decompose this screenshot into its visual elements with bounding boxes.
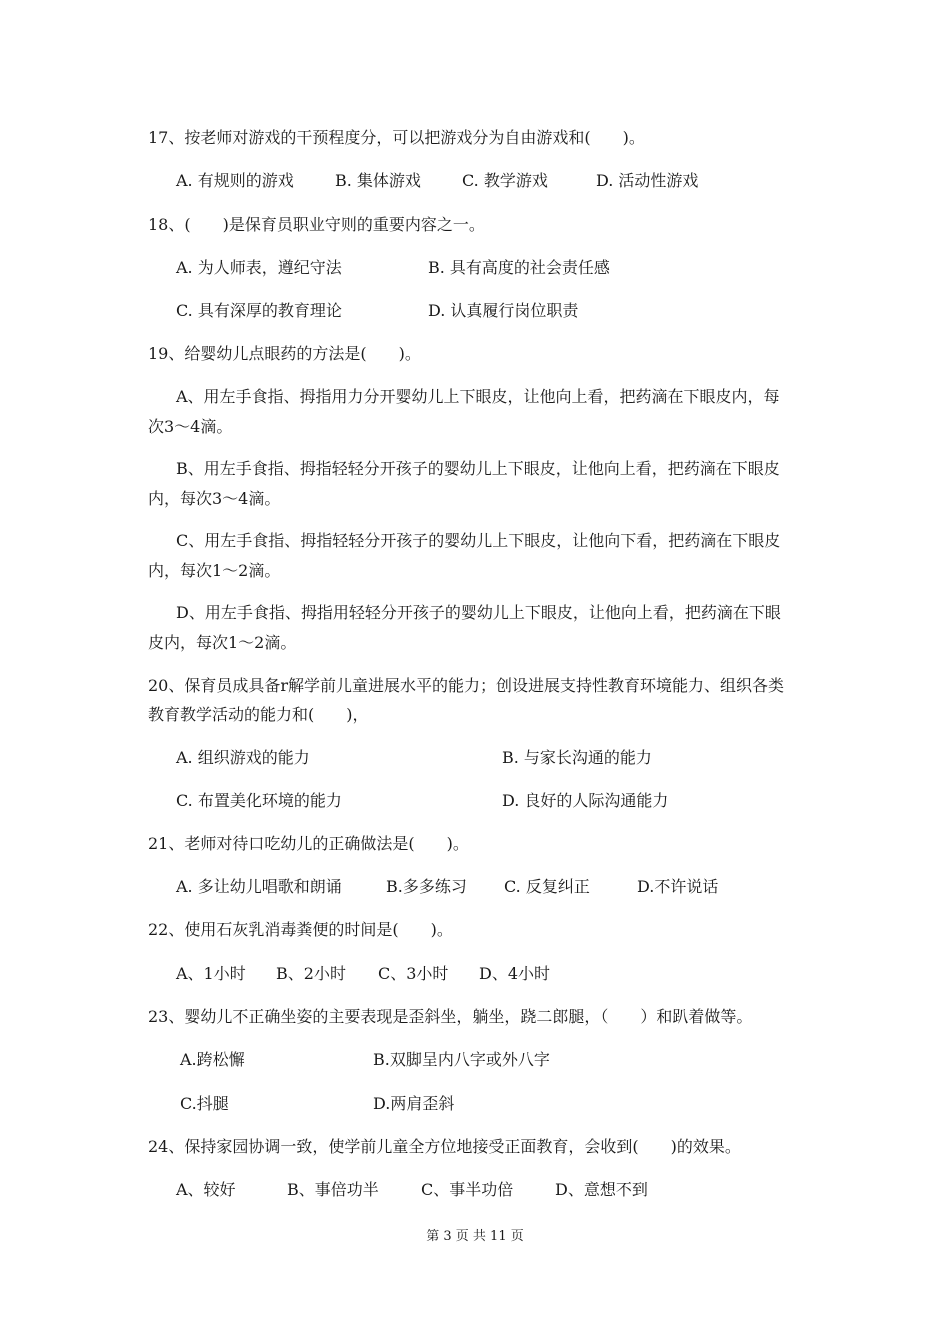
q23-option-c: C.抖腿 — [180, 1094, 229, 1113]
q23-option-a: A.跨松懈 — [180, 1050, 245, 1069]
q17-option-d: D. 活动性游戏 — [596, 171, 699, 190]
q21-option-d: D.不许说话 — [637, 877, 719, 896]
question-18-stem: 18、( )是保育员职业守则的重要内容之一。 — [148, 215, 485, 234]
question-23-stem: 23、婴幼儿不正确坐姿的主要表现是歪斜坐，躺坐，跷二郎腿，（ ）和趴着做等。 — [148, 1007, 753, 1026]
q17-option-b: B. 集体游戏 — [335, 171, 421, 190]
q18-option-a: A. 为人师表，遵纪守法 — [176, 258, 342, 277]
q17-option-a: A. 有规则的游戏 — [176, 171, 294, 190]
q19-option-a-line1: A、用左手食指、拇指用力分开婴幼儿上下眼皮，让他向上看，把药滴在下眼皮内，每 — [176, 387, 780, 406]
question-24-stem: 24、保持家园协调一致，使学前儿童全方位地接受正面教育，会收到( )的效果。 — [148, 1137, 741, 1156]
q19-option-d-line1: D、用左手食指、拇指用轻轻分开孩子的婴幼儿上下眼皮，让他向上看，把药滴在下眼 — [176, 603, 781, 622]
question-22-stem: 22、使用石灰乳消毒粪便的时间是( )。 — [148, 920, 453, 939]
q18-option-b: B. 具有高度的社会责任感 — [428, 258, 610, 277]
q24-option-d: D、意想不到 — [555, 1180, 648, 1199]
q18-option-d: D. 认真履行岗位职责 — [428, 301, 579, 320]
page-footer: 第 3 页 共 11 页 — [426, 1229, 524, 1244]
question-17-stem: 17、按老师对游戏的干预程度分，可以把游戏分为自由游戏和( )。 — [148, 128, 645, 147]
q20-option-d: D. 良好的人际沟通能力 — [502, 791, 669, 810]
q20-option-c: C. 布置美化环境的能力 — [176, 791, 342, 810]
q19-option-c-line2: 内，每次1～2滴。 — [148, 561, 281, 580]
question-20-stem-line2: 教育教学活动的能力和( )， — [148, 705, 369, 724]
q23-option-d: D.两肩歪斜 — [373, 1094, 455, 1113]
q23-option-b: B.双脚呈内八字或外八字 — [373, 1050, 550, 1069]
q24-option-a: A、较好 — [176, 1180, 236, 1199]
q19-option-d-line2: 皮内，每次1～2滴。 — [148, 633, 297, 652]
q22-option-a: A、1小时 — [176, 964, 246, 983]
q21-option-b: B.多多练习 — [386, 877, 467, 896]
question-20-stem-line1: 20、保育员成具备r解学前儿童进展水平的能力；创设进展支持性教育环境能力、组织各类 — [148, 676, 785, 695]
q20-option-a: A. 组织游戏的能力 — [176, 748, 310, 767]
question-21-stem: 21、老师对待口吃幼儿的正确做法是( )。 — [148, 834, 469, 853]
q22-option-d: D、4小时 — [479, 964, 551, 983]
q24-option-c: C、事半功倍 — [421, 1180, 514, 1199]
q18-option-c: C. 具有深厚的教育理论 — [176, 301, 342, 320]
q19-option-b-line2: 内，每次3～4滴。 — [148, 489, 281, 508]
q21-option-a: A. 多让幼儿唱歌和朗诵 — [176, 877, 342, 896]
q20-option-b: B. 与家长沟通的能力 — [502, 748, 652, 767]
q19-option-b-line1: B、用左手食指、拇指轻轻分开孩子的婴幼儿上下眼皮，让他向上看，把药滴在下眼皮 — [176, 459, 780, 478]
q24-option-b: B、事倍功半 — [287, 1180, 379, 1199]
question-19-stem: 19、给婴幼儿点眼药的方法是( )。 — [148, 344, 421, 363]
q22-option-b: B、2小时 — [276, 964, 346, 983]
q22-option-c: C、3小时 — [378, 964, 449, 983]
q19-option-a-line2: 次3～4滴。 — [148, 417, 233, 436]
q17-option-c: C. 教学游戏 — [462, 171, 548, 190]
q19-option-c-line1: C、用左手食指、拇指轻轻分开孩子的婴幼儿上下眼皮，让他向下看，把药滴在下眼皮 — [176, 531, 781, 550]
q21-option-c: C. 反复纠正 — [504, 877, 590, 896]
